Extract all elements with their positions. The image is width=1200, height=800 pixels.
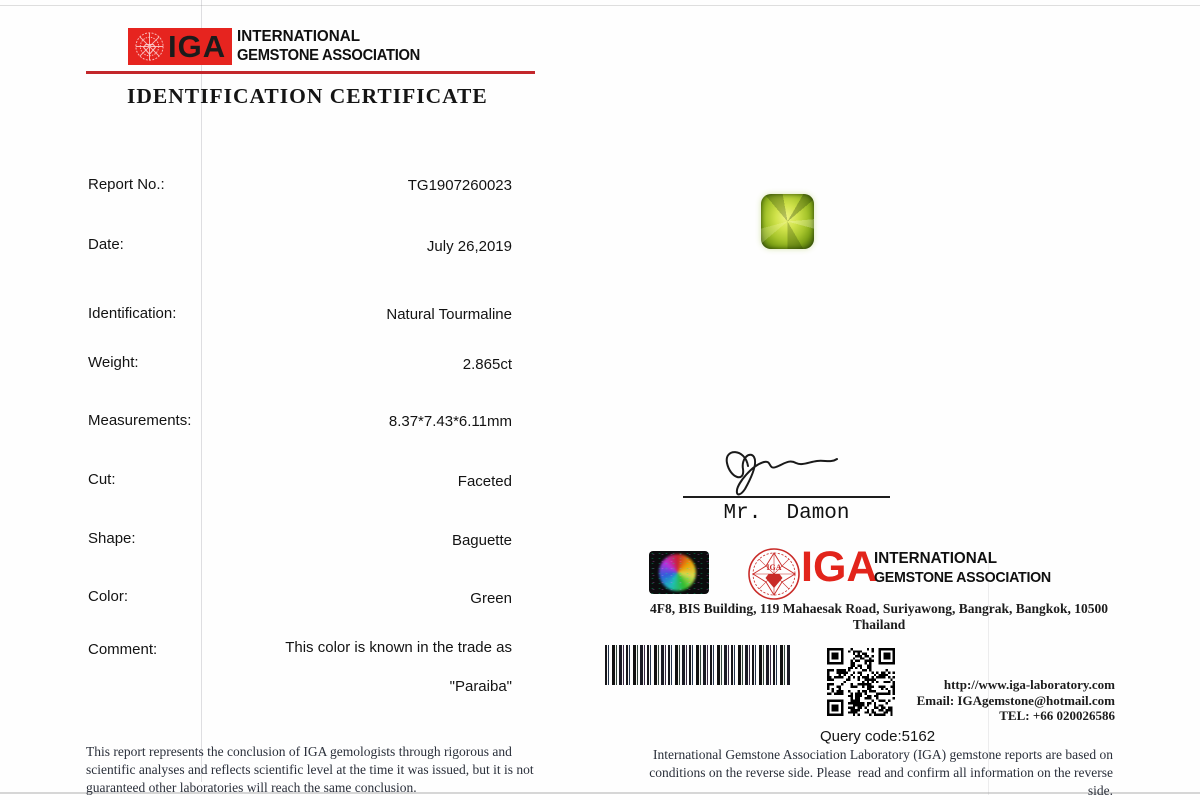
field-value-date: July 26,2019 — [426, 238, 512, 255]
signatory-name: Mr. Damon — [723, 502, 850, 525]
hologram-speckles — [649, 551, 709, 594]
logo-org-name — [237, 27, 420, 65]
header-rule — [86, 71, 535, 74]
field-value-comment-line2: "Paraiba" — [449, 678, 512, 695]
email-address: Email: IGAgemstone@hotmail.com — [916, 692, 1115, 708]
field-label-date: Date: — [88, 236, 124, 253]
paper-fold-line-left — [201, 0, 202, 782]
gemstone-photo — [761, 194, 814, 249]
field-value-report-no: TG1907260023 — [407, 177, 512, 194]
query-code: Query code:5162 — [819, 728, 936, 745]
field-label-shape: Shape: — [88, 530, 136, 547]
org-name-line1: INTERNATIONAL — [874, 550, 997, 567]
iga-emblem-icon — [133, 30, 166, 63]
field-label-weight: Weight: — [88, 354, 139, 371]
field-value-weight: 2.865ct — [462, 356, 512, 373]
left-disclaimer: This report represents the conclusion of IGA gemologists through rigorous and scientific analyses and reflects scientific level at the time it was issued, but it is not guaranteed other laboratories will reach the same conclusion. — [86, 744, 534, 795]
field-value-comment-line1: This color is known in the trade as — [285, 639, 512, 656]
org-iga-text: IGA — [801, 543, 878, 591]
scan-edge-top — [0, 5, 1200, 6]
certificate-title: IDENTIFICATION CERTIFICATE — [127, 84, 488, 108]
signature-line — [683, 496, 890, 498]
signature-icon — [712, 436, 842, 500]
field-label-measurements: Measurements: — [88, 412, 192, 429]
field-value-shape: Baguette — [451, 532, 512, 549]
contact-info — [880, 677, 1115, 724]
org-name — [874, 550, 1051, 587]
logo-org-line2: GEMSTONE ASSOCIATION — [237, 47, 421, 64]
website-url: http://www.iga-laboratory.com — [943, 677, 1115, 692]
field-label-comment: Comment: — [88, 641, 158, 658]
field-value-identification: Natural Tourmaline — [386, 306, 512, 323]
logo-org-line1: INTERNATIONAL — [237, 28, 360, 45]
svg-text:IGA: IGA — [766, 563, 782, 572]
field-label-cut: Cut: — [88, 471, 116, 488]
iga-logo — [128, 28, 232, 65]
field-label-identification: Identification: — [88, 305, 177, 322]
right-disclaimer: International Gemstone Association Laboratory (IGA) gemstone reports are based on conditions on the reverse side. Please read and confirm all information on the reverse side. — [649, 747, 1117, 798]
field-value-cut: Faceted — [457, 473, 512, 490]
logo-iga-text: IGA — [168, 29, 227, 64]
hologram-sticker — [649, 551, 709, 594]
org-name-line2: GEMSTONE ASSOCIATION — [874, 568, 1051, 586]
barcode — [605, 645, 790, 685]
iga-seal-icon — [747, 547, 801, 601]
field-value-measurements: 8.37*7.43*6.11mm — [388, 413, 512, 430]
field-value-color: Green — [470, 590, 512, 607]
field-label-report-no: Report No.: — [88, 176, 165, 193]
org-address: 4F8, BIS Building, 119 Mahaesak Road, Suriyawong, Bangrak, Bangkok, 10500 Thailand — [650, 601, 1108, 632]
field-label-color: Color: — [88, 588, 129, 605]
phone-number: TEL: +66 020026586 — [999, 708, 1115, 723]
